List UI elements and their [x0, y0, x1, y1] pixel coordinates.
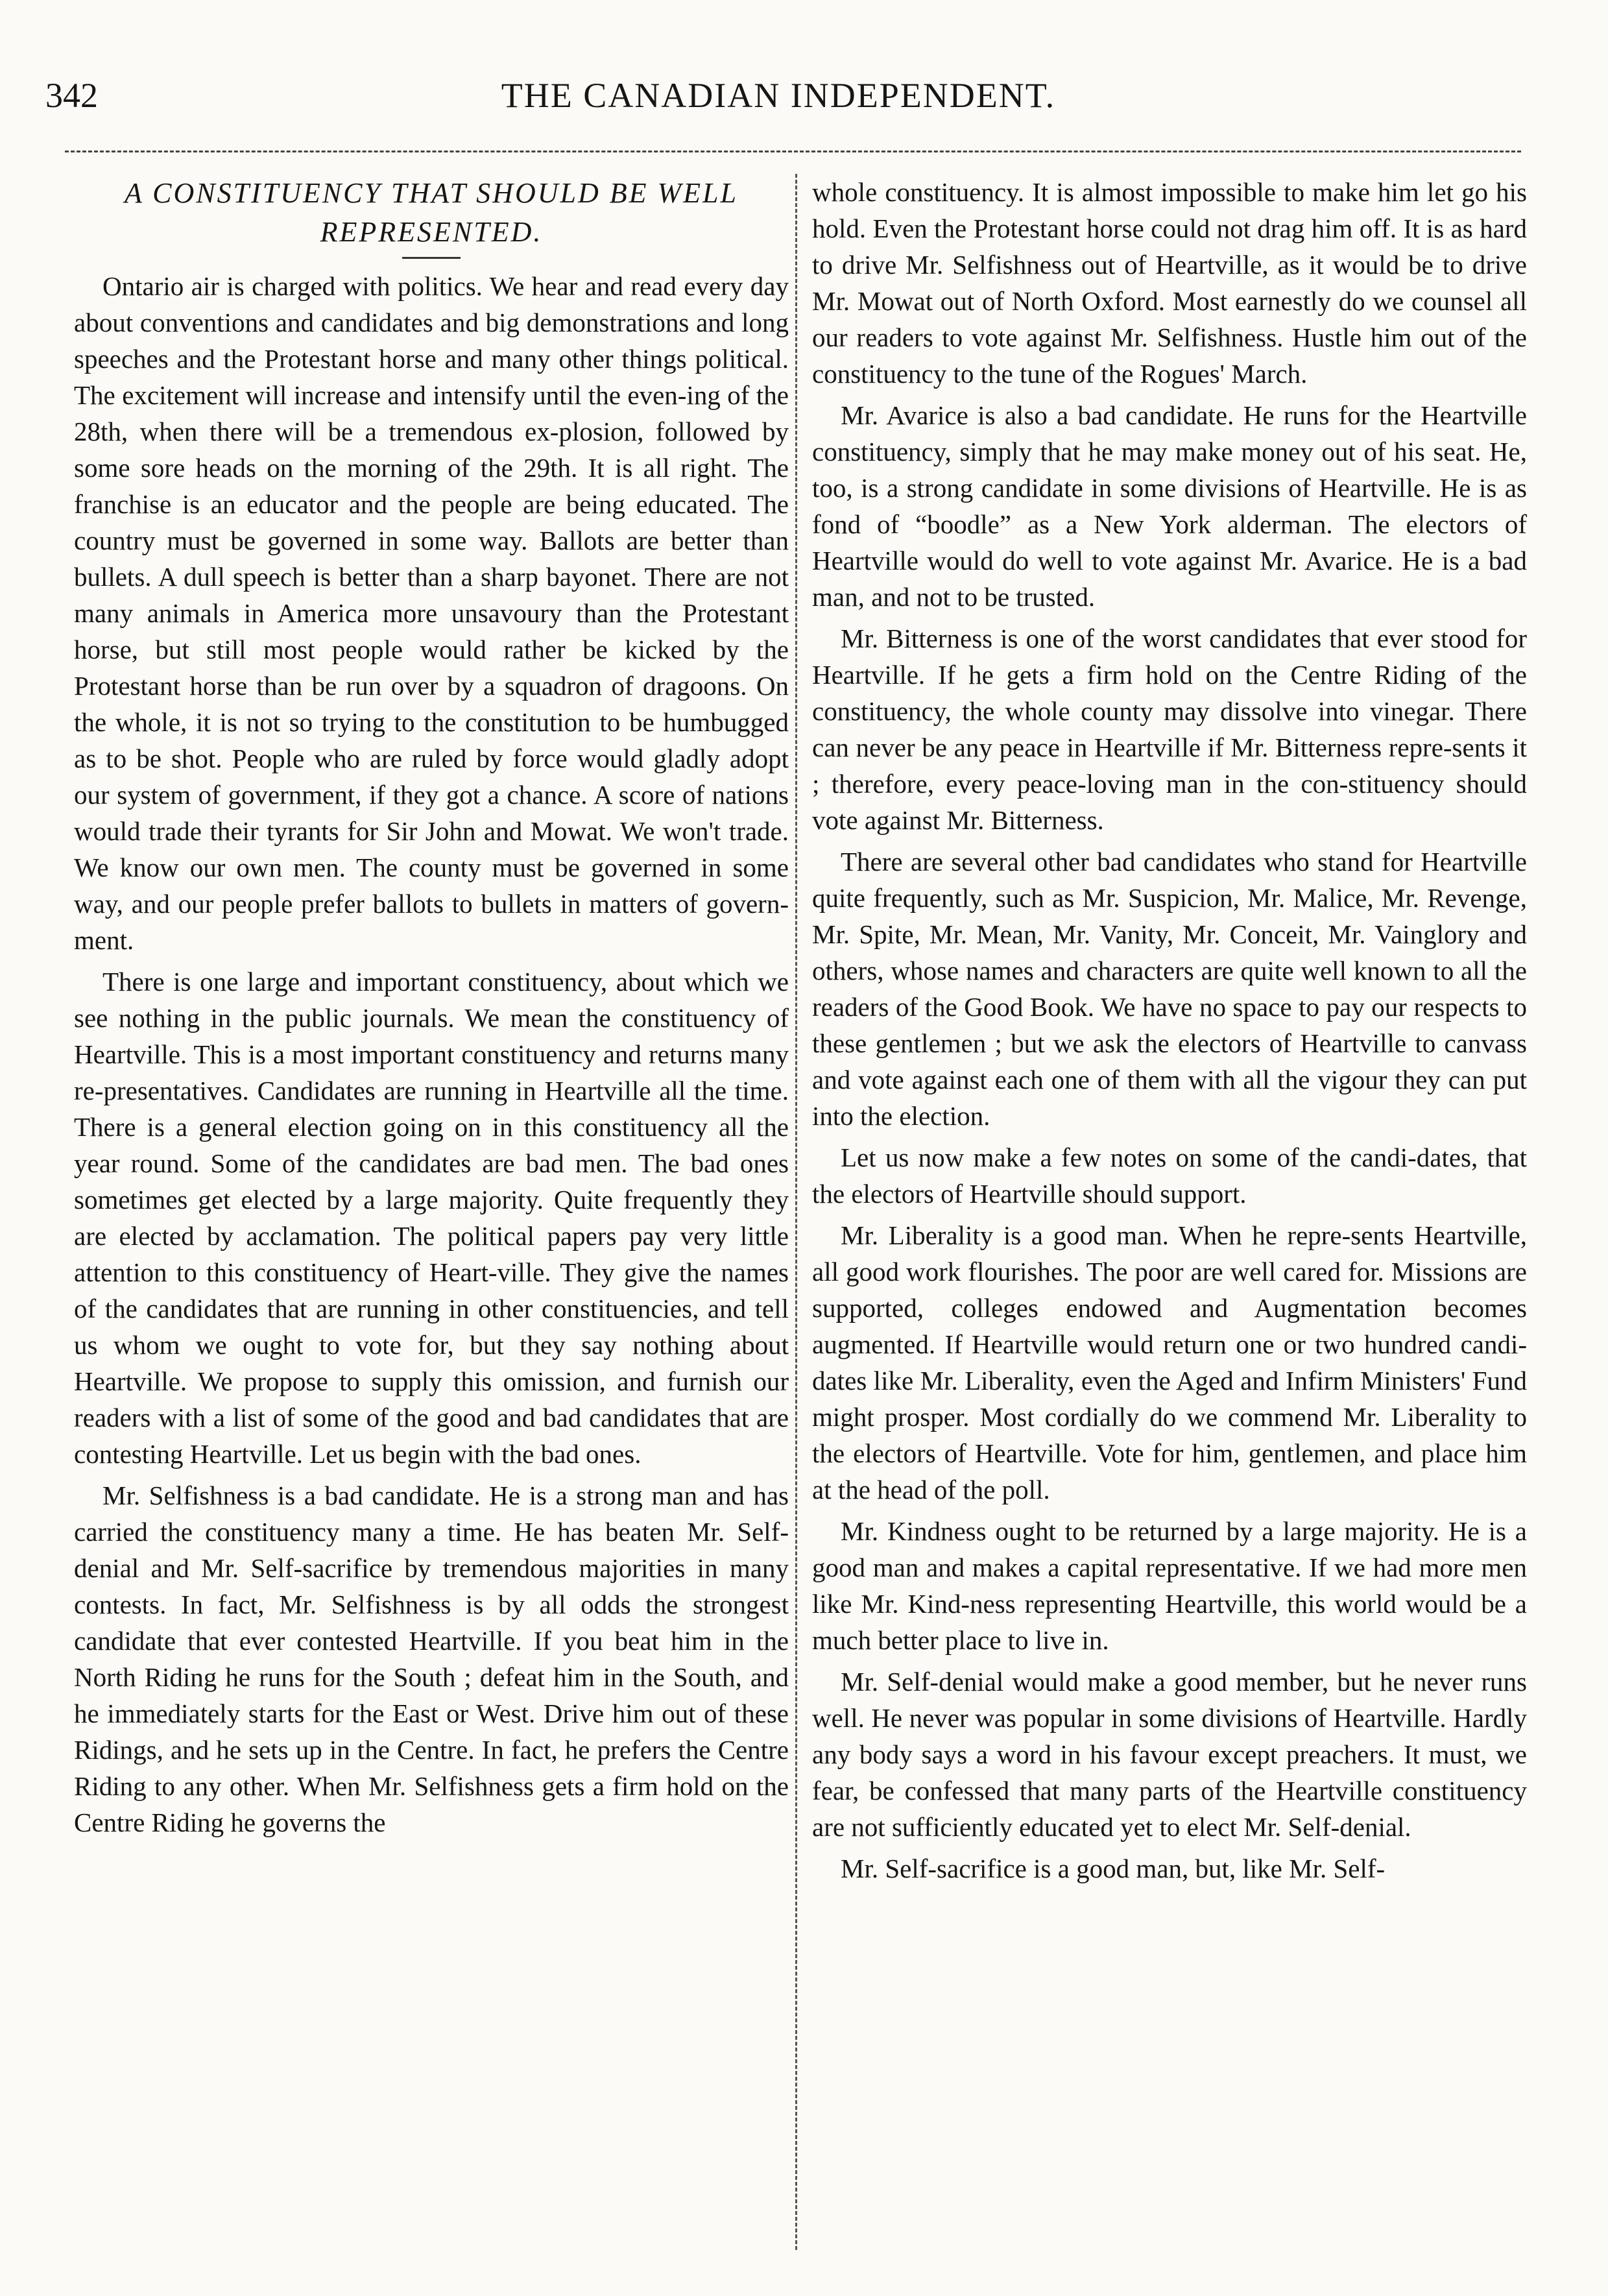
page-number: 342 — [45, 76, 98, 115]
paragraph-self-sacrifice: Mr. Self-sacrifice is a good man, but, like Mr. Self- — [841, 1854, 1386, 1883]
paragraph-bitterness: Mr. Bitterness is one of the worst candidates that ever stood for Heartville. If he gets a firm hold on the Centre Riding of the constituency, the whole county may dissolve into vinegar. There can never be any peace in Heartville if Mr. Bitterness repre-sents it ; therefore, every peace-loving man in the con-stituency should vote against Mr. Bitterness. — [812, 623, 1527, 835]
title-rule — [402, 257, 461, 259]
paragraph-avarice: Mr. Avarice is also a bad candidate. He runs for the Heartville constituency, simply that he may make money out of his seat. He, too, is a strong candidate in some divisions of Heartville. He is as fond of “boodle” as a New York alderman. The electors of Heartville would do well to vote against Mr. Avarice. He is a bad man, and not to be trusted. — [812, 400, 1527, 612]
paragraph-selfishness-continued: whole constituency. It is almost impossible to make him let go his hold. Even the Protestant horse could not drag him off. It is as hard to drive Mr. Selfishness out of Heartville, as it would be to drive Mr. Mowat out of North Oxford. Most earnestly do we counsel all our readers to vote against Mr. Selfishness. Hustle him out of the constituency to the tune of the Rogues' March. — [812, 177, 1527, 389]
right-column — [812, 174, 1527, 2263]
column-divider — [795, 174, 797, 2250]
paragraph-selfishness: Mr. Selfishness is a bad candidate. He is a strong man and has carried the constituency many a time. He has beaten Mr. Self-denial and Mr. Self-sacrifice by tremendous majorities in many contests. In fact, Mr. Selfishness is by all odds the strongest candidate that ever contested Heartville. If you beat him in the North Riding he runs for the South ; defeat him in the South, and he immediately starts for the East or West. Drive him out of these Ridings, and he sets up in the Centre. In fact, he prefers the Centre Riding to any other. When Mr. Selfishness gets a firm hold on the Centre Riding he governs the — [74, 1480, 789, 1837]
paragraph-kindness: Mr. Kindness ought to be returned by a large majority. He is a good man and makes a capital representative. If we had more men like Mr. Kind-ness representing Heartville, this world would be a much better place to live in. — [812, 1516, 1527, 1655]
paragraph-intro: Ontario air is charged with politics. We hear and read every day about conventions and candidates and big demonstrations and long speeches and the Protestant horse and many other things political. The excitement will increase and intensify until the even-ing of the 28th, when there will be a tremendous ex-plosion, followed by some sore heads on the morning of the 29th. It is all right. The franchise is an educator and the people are being educated. The country must be governed in some way. Ballots are better than bullets. A dull speech is better than a sharp bayonet. There are not many animals in America more unsavoury than the Protestant horse, but still most people would rather be kicked by the Protestant horse than be run over by a squadron of dragoons. On the whole, it is not so trying to the constitution to be humbugged as to be shot. People who are ruled by force would gladly adopt our system of government, if they got a chance. A score of nations would trade their tyrants for Sir John and Mowat. We won't trade. We know our own men. The county must be governed in some way, and our people prefer ballots to bullets in matters of govern-ment. — [74, 271, 789, 955]
paragraph-good-candidates-intro: Let us now make a few notes on some of the candi-dates, that the electors of Heartville should support. — [812, 1142, 1527, 1209]
running-header — [45, 73, 1511, 118]
article-title: A CONSTITUENCY THAT SHOULD BE WELL REPRESENTED. — [125, 177, 738, 248]
left-column — [74, 174, 789, 2263]
header-rule — [65, 151, 1521, 152]
paragraph-other-bad-candidates: There are several other bad candidates who stand for Heartville quite frequently, such as Mr. Suspicion, Mr. Malice, Mr. Revenge, Mr. Spite, Mr. Mean, Mr. Vanity, Mr. Conceit, Mr. Vainglory and others, whose names and characters are quite well known to all the readers of the Good Book. We have no space to pay our respects to these gentlemen ; but we ask the electors of Heartville to canvass and vote against each one of them with all the vigour they can put into the election. — [812, 847, 1527, 1131]
running-title: THE CANADIAN INDEPENDENT. — [501, 76, 1056, 115]
paragraph-self-denial: Mr. Self-denial would make a good member, but he never runs well. He never was popular in some divisions of Heartville. Hardly any body says a word in his favour except preachers. It must, we fear, be confessed that many parts of the Heartville constituency are not sufficiently educated yet to elect Mr. Self-denial. — [812, 1667, 1527, 1842]
paragraph-heartville: There is one large and important constituency, about which we see nothing in the public journals. We mean the constituency of Heartville. This is a most important constituency and returns many re-presentatives. Candidates are running in Heartville all the time. There is a general election going on in this constituency all the year round. Some of the candidates are bad men. The bad ones sometimes get elected by a large majority. Quite frequently they are elected by acclamation. The political papers pay very little attention to this constituency of Heart-ville. They give the names of the candidates that are running in other constituencies, and tell us whom we ought to vote for, but they say nothing about Heartville. We propose to supply this omission, and furnish our readers with a list of some of the good and bad candidates that are contesting Heartville. Let us begin with the bad ones. — [74, 967, 789, 1469]
paragraph-liberality: Mr. Liberality is a good man. When he repre-sents Heartville, all good work flourishes. The poor are well cared for. Missions are supported, colleges endowed and Augmentation becomes augmented. If Heartville would return one or two hundred candi-dates like Mr. Liberality, even the Aged and Infirm Ministers' Fund might prosper. Most cordially do we commend Mr. Liberality to the electors of Heartville. Vote for him, gentlemen, and place him at the head of the poll. — [812, 1220, 1527, 1504]
